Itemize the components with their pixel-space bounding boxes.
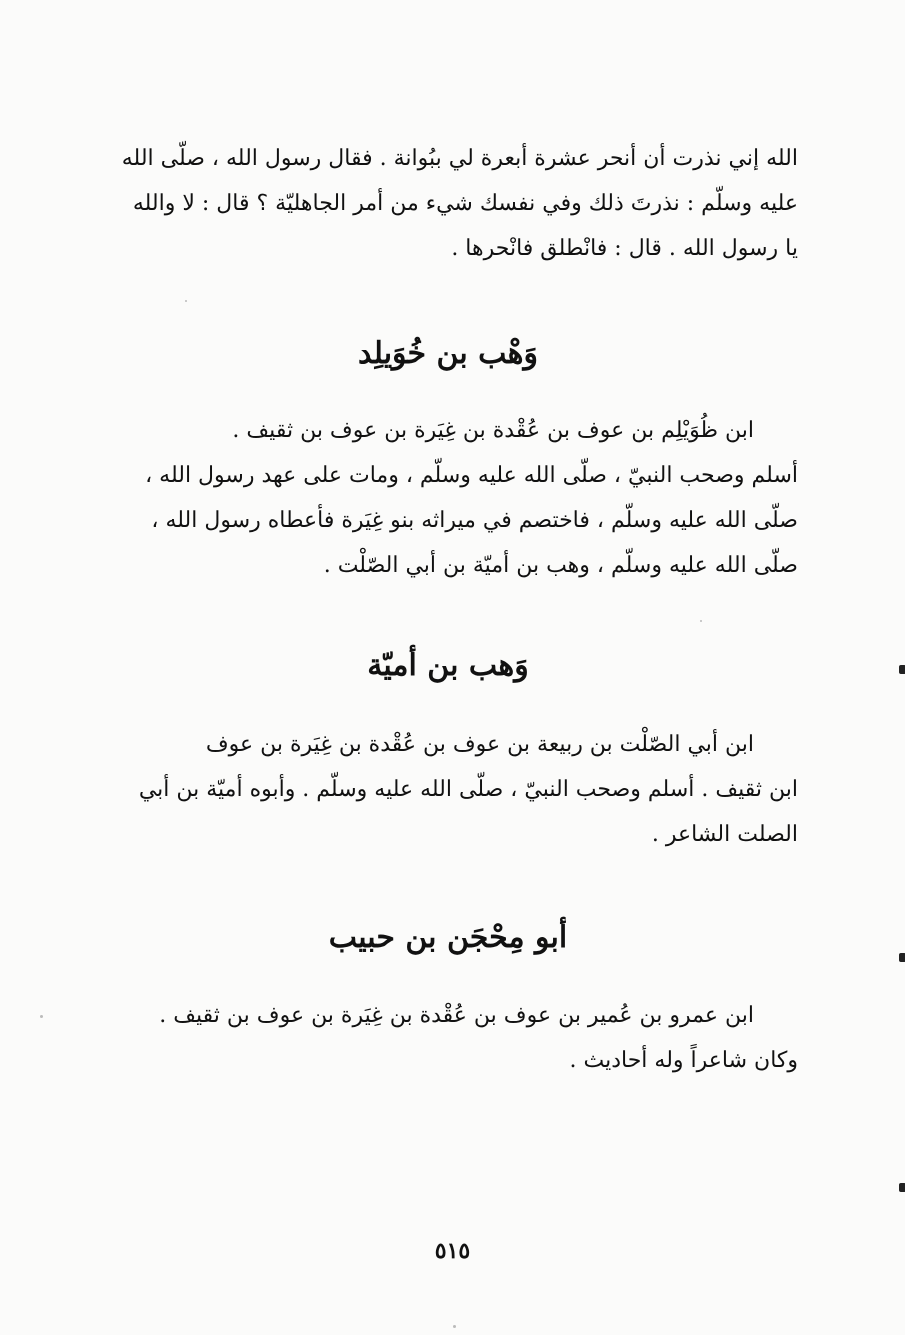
- scan-speck: [700, 620, 702, 622]
- text-line: أسلم وصحب النبيّ ، صلّى الله عليه وسلّم ، ومات على عهد رسول الله ،: [145, 463, 798, 488]
- section-paragraph: [98, 722, 798, 857]
- section-paragraph: [98, 993, 798, 1083]
- text-line: الصلت الشاعر .: [651, 822, 798, 847]
- text-line: وكان شاعراً وله أحاديث .: [569, 1048, 798, 1073]
- text-line: عليه وسلّم : نذرتَ ذلك وفي نفسك شيء من أمر الجاهليّة ؟ قال : لا والله: [132, 191, 798, 216]
- text-line: ابن أبي الصّلْت بن ربيعة بن عوف بن عُقْدة بن غِيَرة بن عوف: [205, 732, 754, 757]
- text-line: صلّى الله عليه وسلّم ، فاختصم في ميراثه بنو غِيَرة فأعطاه رسول الله ،: [151, 508, 798, 533]
- edge-mark: [899, 953, 905, 962]
- text-line: الله إني نذرت أن أنحر عشرة أبعرة لي ببُوانة . فقال رسول الله ، صلّى الله: [121, 146, 798, 171]
- page-number: ٥١٥: [434, 1238, 471, 1264]
- text-line: ابن ظُوَيْلِم بن عوف بن عُقْدة بن غِيَرة بن عوف بن ثقيف .: [232, 418, 754, 443]
- section-heading: وَهب بن أميّة: [367, 648, 529, 683]
- text-line: ابن ثقيف . أسلم وصحب النبيّ ، صلّى الله عليه وسلّم . وأبوه أميّة بن أبي: [138, 777, 798, 802]
- edge-mark: [899, 1183, 905, 1192]
- scan-speck: [40, 1015, 43, 1018]
- edge-mark: [899, 665, 905, 674]
- text-line: يا رسول الله . قال : فانْطلق فانْحرها .: [451, 236, 798, 261]
- scan-speck: [453, 1325, 456, 1328]
- text-line: صلّى الله عليه وسلّم ، وهب بن أميّة بن أبي الصّلْت .: [323, 553, 798, 578]
- section-paragraph: [98, 408, 798, 588]
- text-line: ابن عمرو بن عُمير بن عوف بن عُقْدة بن غِيَرة بن عوف بن ثقيف .: [159, 1003, 754, 1028]
- scan-speck: [185, 300, 187, 302]
- section-heading: وَهْب بن خُوَيلِد: [358, 336, 538, 371]
- opening-paragraph: [98, 136, 798, 271]
- section-heading: أبو مِحْجَن بن حبيب: [328, 920, 568, 955]
